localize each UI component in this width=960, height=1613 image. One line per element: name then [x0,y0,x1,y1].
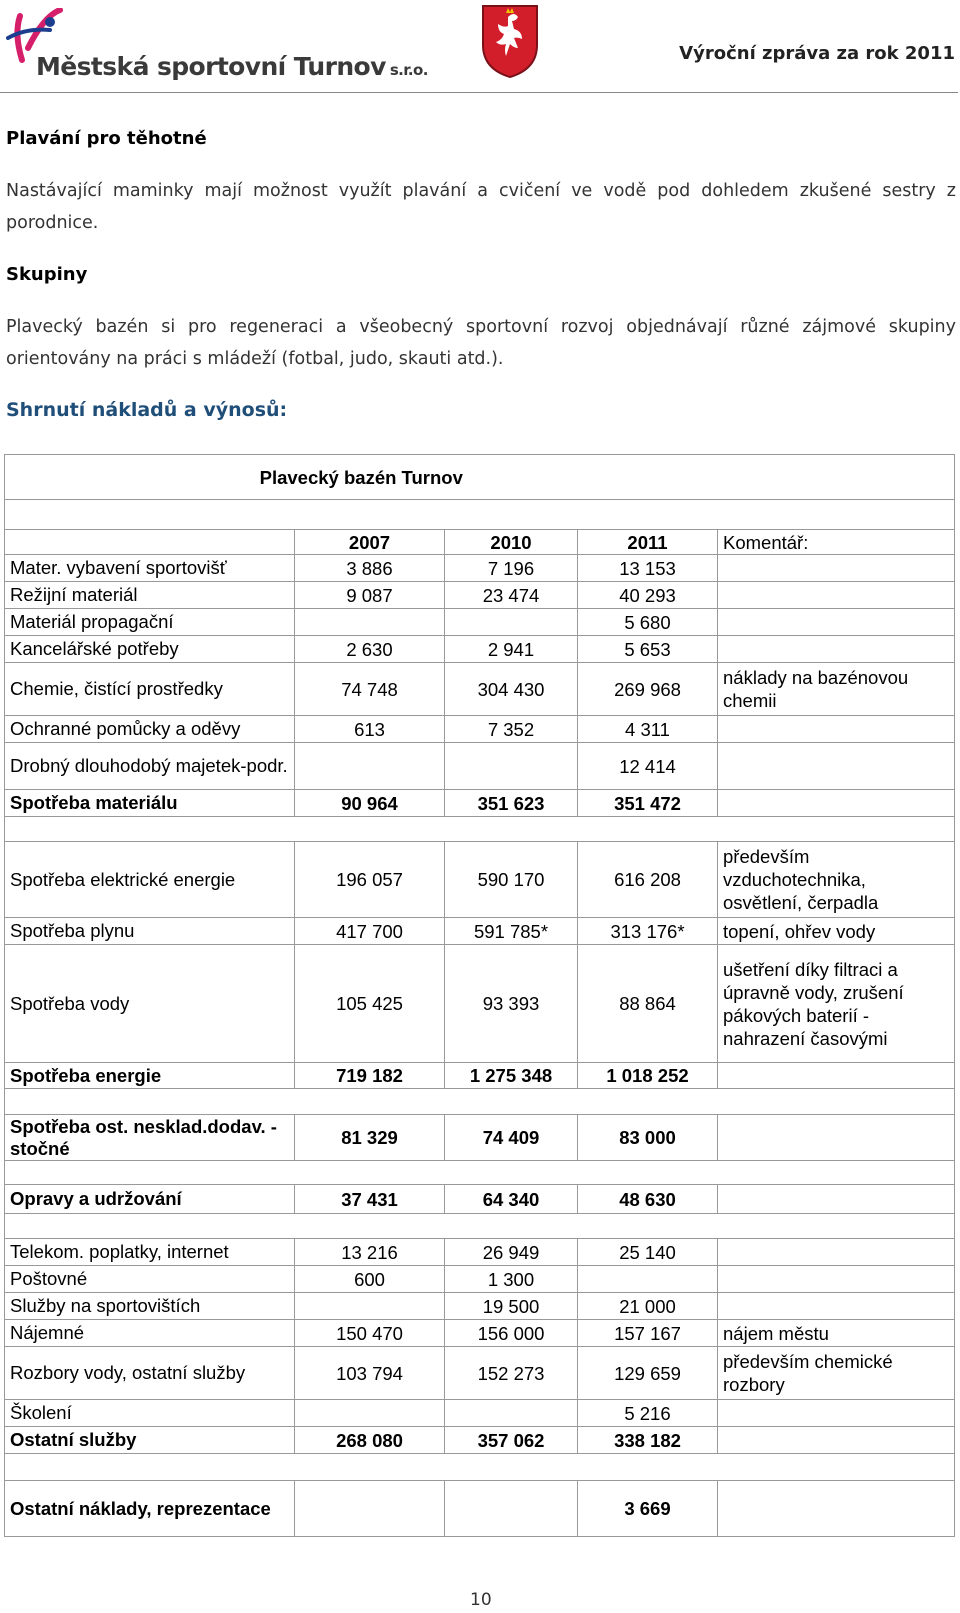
value-cell-2010: 591 785* [445,918,578,945]
value-cell-2010: 304 430 [445,663,578,716]
table-cell [5,1214,955,1239]
table-row [5,842,955,918]
comment-cell: ušetření díky filtraci a úpravně vody, zrušení pákových baterií - nahrazení časovými [718,945,955,1063]
comment-cell: náklady na bazénovou chemii [718,663,955,716]
table-spacer-row [5,817,955,842]
table-row [5,636,955,663]
value-cell-2010: 1 275 348 [445,1063,578,1089]
row-label: Ochranné pomůcky a oděvy [5,716,295,743]
comment-cell: především vzduchotechnika, osvětlení, čerpadla [718,842,955,918]
value-cell-2007: 103 794 [295,1347,445,1400]
value-cell-2010: 2 941 [445,636,578,663]
row-label: Nájemné [5,1320,295,1347]
table-row [5,663,955,716]
comment-cell [718,1063,955,1089]
table-row [5,716,955,743]
value-cell-2010 [445,609,578,636]
table-row [5,743,955,790]
row-label: Služby na sportovištích [5,1293,295,1320]
value-cell-2007: 74 748 [295,663,445,716]
company-logo [6,8,428,81]
row-label: Telekom. poplatky, internet [5,1239,295,1266]
table-row [5,945,955,1063]
column-header: 2007 [295,530,445,555]
value-cell-2010: 23 474 [445,582,578,609]
comment-cell [718,582,955,609]
page-number: 10 [470,1590,492,1610]
value-cell-2011: 269 968 [578,663,718,716]
value-cell-2007 [295,1481,445,1537]
row-label: Spotřeba plynu [5,918,295,945]
value-cell-2007: 719 182 [295,1063,445,1089]
company-name: Městská sportovní Turnov s.r.o. [36,52,428,81]
value-cell-2011: 88 864 [578,945,718,1063]
page-header [0,0,960,94]
value-cell-2007: 13 216 [295,1239,445,1266]
header-divider [0,92,958,93]
row-label: Chemie, čistící prostředky [5,663,295,716]
value-cell-2007: 150 470 [295,1320,445,1347]
value-cell-2010: 26 949 [445,1239,578,1266]
value-cell-2007 [295,1293,445,1320]
value-cell-2011: 83 000 [578,1115,718,1161]
row-label: Poštovné [5,1266,295,1293]
row-label: Spotřeba elektrické energie [5,842,295,918]
table-row [5,790,955,817]
comment-cell [718,716,955,743]
value-cell-2007: 9 087 [295,582,445,609]
value-cell-2010: 1 300 [445,1266,578,1293]
row-label: Materiál propagační [5,609,295,636]
row-label: Režijní materiál [5,582,295,609]
value-cell-2011: 157 167 [578,1320,718,1347]
table-row [5,555,955,582]
value-cell-2011: 5 653 [578,636,718,663]
row-label: Rozbory vody, ostatní služby [5,1347,295,1400]
value-cell-2007: 2 630 [295,636,445,663]
column-header [5,530,295,555]
table-spacer-row [5,500,955,530]
value-cell-2011: 12 414 [578,743,718,790]
table-row [5,1427,955,1454]
report-title: Výroční zpráva za rok 2011 [679,43,955,64]
comment-cell: nájem městu [718,1320,955,1347]
table-row [5,1347,955,1400]
row-label: Ostatní služby [5,1427,295,1454]
value-cell-2010: 351 623 [445,790,578,817]
comment-cell [718,790,955,817]
value-cell-2007: 417 700 [295,918,445,945]
value-cell-2007: 105 425 [295,945,445,1063]
value-cell-2011: 313 176* [578,918,718,945]
table-cell [718,455,955,500]
row-label: Spotřeba materiálu [5,790,295,817]
value-cell-2010 [445,1400,578,1427]
comment-cell [718,1266,955,1293]
value-cell-2007: 90 964 [295,790,445,817]
comment-cell [718,1293,955,1320]
value-cell-2011: 5 216 [578,1400,718,1427]
value-cell-2007: 3 886 [295,555,445,582]
value-cell-2011: 1 018 252 [578,1063,718,1089]
table-cell [5,1454,955,1481]
value-cell-2011: 3 669 [578,1481,718,1537]
comment-cell [718,1239,955,1266]
comment-cell [718,1400,955,1427]
table-spacer-row [5,1214,955,1239]
value-cell-2011: 5 680 [578,609,718,636]
value-cell-2010: 7 352 [445,716,578,743]
value-cell-2010: 152 273 [445,1347,578,1400]
value-cell-2011: 616 208 [578,842,718,918]
row-label: Spotřeba ost. nesklad.dodav. - stočné [5,1115,295,1161]
value-cell-2010: 64 340 [445,1185,578,1214]
value-cell-2010 [445,1481,578,1537]
table-row [5,582,955,609]
comment-cell: topení, ohřev vody [718,918,955,945]
row-label: Drobný dlouhodobý majetek-podr. [5,743,295,790]
table-cell [5,1161,955,1185]
table-title: Plavecký bazén Turnov [5,455,718,500]
value-cell-2011: 351 472 [578,790,718,817]
value-cell-2007 [295,1400,445,1427]
section-heading-groups: Skupiny [6,264,88,285]
value-cell-2007: 613 [295,716,445,743]
value-cell-2010: 19 500 [445,1293,578,1320]
value-cell-2007 [295,609,445,636]
value-cell-2010: 7 196 [445,555,578,582]
row-label: Opravy a udržování [5,1185,295,1214]
table-row [5,1400,955,1427]
table-header-row [5,530,955,555]
comment-cell [718,1427,955,1454]
table-row [5,1481,955,1537]
section-heading-summary: Shrnutí nákladů a výnosů: [6,399,288,421]
value-cell-2011: 129 659 [578,1347,718,1400]
table-row [5,609,955,636]
comment-cell [718,1481,955,1537]
row-label: Kancelářské potřeby [5,636,295,663]
value-cell-2007: 600 [295,1266,445,1293]
value-cell-2007: 196 057 [295,842,445,918]
value-cell-2011: 25 140 [578,1239,718,1266]
comment-cell [718,1115,955,1161]
row-label: Ostatní náklady, reprezentace [5,1481,295,1537]
row-label: Spotřeba energie [5,1063,295,1089]
table-cell [5,1089,955,1115]
table-cell [5,817,955,842]
comment-cell [718,609,955,636]
comment-cell: především chemické rozbory [718,1347,955,1400]
table-cell [5,500,955,530]
value-cell-2010: 590 170 [445,842,578,918]
table-row [5,1266,955,1293]
section-text-groups: Plavecký bazén si pro regeneraci a všeobecný sportovní rozvoj objednávají různé zájmové skupiny orientovány na práci s mládeží (fotbal, judo, skauti atd.). [6,317,956,369]
value-cell-2007: 37 431 [295,1185,445,1214]
column-header: 2011 [578,530,718,555]
table-row [5,1185,955,1214]
value-cell-2007 [295,743,445,790]
table-title-row [5,455,955,500]
column-header: 2010 [445,530,578,555]
value-cell-2011 [578,1266,718,1293]
value-cell-2010: 93 393 [445,945,578,1063]
comment-cell [718,636,955,663]
value-cell-2010 [445,743,578,790]
table-body [5,455,955,1537]
value-cell-2011: 48 630 [578,1185,718,1214]
value-cell-2011: 40 293 [578,582,718,609]
value-cell-2011: 13 153 [578,555,718,582]
table-row [5,1239,955,1266]
table-row [5,1293,955,1320]
row-label: Spotřeba vody [5,945,295,1063]
table-row [5,1063,955,1089]
section-text-pregnant: Nastávající maminky mají možnost využít plavání a cvičení ve vodě pod dohledem zkušené sestry z porodnice. [6,181,956,233]
value-cell-2007: 268 080 [295,1427,445,1454]
coat-of-arms-icon [480,3,540,79]
row-label: Školení [5,1400,295,1427]
value-cell-2010: 74 409 [445,1115,578,1161]
table-spacer-row [5,1089,955,1115]
table-row [5,1115,955,1161]
section-heading-pregnant: Plavání pro těhotné [6,128,207,149]
column-header: Komentář: [718,530,955,555]
value-cell-2007: 81 329 [295,1115,445,1161]
value-cell-2011: 338 182 [578,1427,718,1454]
row-label: Mater. vybavení sportovišť [5,555,295,582]
value-cell-2010: 156 000 [445,1320,578,1347]
cost-summary-table [4,454,954,1537]
comment-cell [718,1185,955,1214]
table-row [5,918,955,945]
comment-cell [718,743,955,790]
value-cell-2011: 4 311 [578,716,718,743]
table-row [5,1320,955,1347]
table-spacer-row [5,1454,955,1481]
table-spacer-row [5,1161,955,1185]
value-cell-2010: 357 062 [445,1427,578,1454]
value-cell-2011: 21 000 [578,1293,718,1320]
comment-cell [718,555,955,582]
